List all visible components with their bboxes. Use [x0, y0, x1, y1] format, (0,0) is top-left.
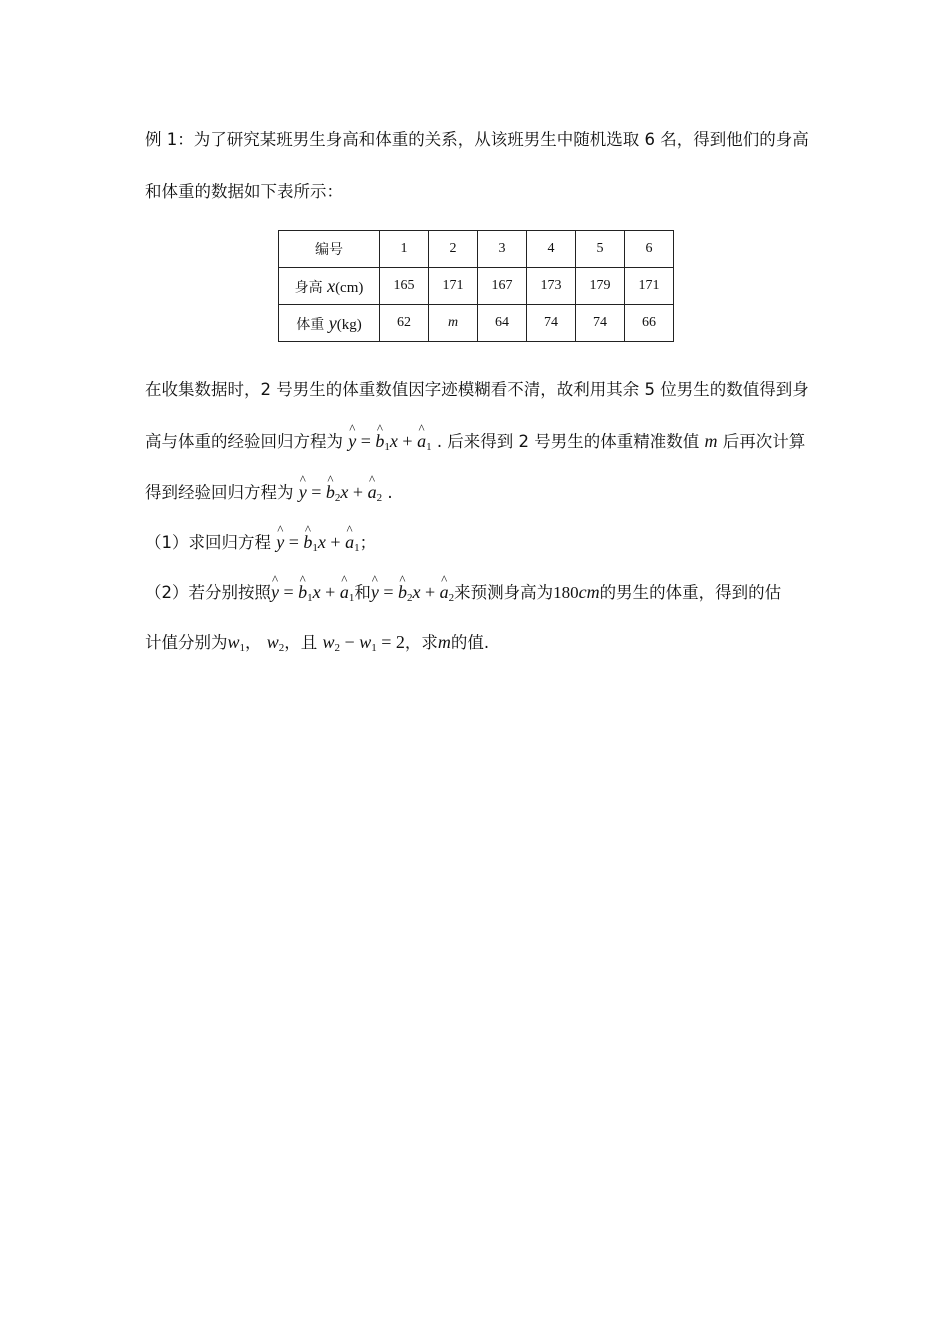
question-2-line-1 [145, 580, 781, 610]
table-cell: 3 [478, 231, 527, 268]
equation-w: $w_2 - w_1 = 2$ [322, 632, 405, 654]
var-m: m [437, 632, 451, 652]
weight-var: y [328, 312, 337, 333]
table-cell: 74 [527, 305, 576, 342]
height-unit: cm [578, 582, 600, 602]
table-cell: m [429, 305, 478, 342]
table-cell: 1 [380, 231, 429, 268]
text-span: 后再次计算 [722, 432, 806, 451]
table-cell: 171 [625, 268, 674, 305]
table-cell: 74 [576, 305, 625, 342]
height-value: 180 [553, 583, 579, 602]
text-span: 的值. [450, 633, 490, 652]
table-row [279, 231, 674, 268]
text-span: 计值分别为 [145, 633, 228, 652]
table-cell: 6 [625, 231, 674, 268]
equation-2: ^ y = ^ $b_2x$ + ^ $a_2$ [299, 482, 382, 502]
weight-label-cell [279, 305, 380, 342]
weight-unit: (kg) [336, 316, 362, 333]
table-cell: 2 [429, 231, 478, 268]
paragraph-line-2 [145, 429, 805, 459]
height-label: 身高 [294, 279, 323, 296]
equation-1: ^ y = ^ $b_1x$ + ^ $a_1$ [348, 431, 431, 451]
table-cell: 5 [576, 231, 625, 268]
height-label-cell [279, 268, 380, 305]
var-m: m [704, 431, 718, 451]
table-cell: 165 [380, 268, 429, 305]
text-span: . [387, 483, 393, 502]
text-span: （1）求回归方程 [145, 533, 271, 552]
weight-label: 体重 [296, 316, 325, 333]
table-row [279, 305, 674, 342]
text-span: （2）若分别按照 [145, 583, 271, 602]
paragraph-line-1: 在收集数据时，2 号男生的体重数值因字迹模糊看不清，故利用其余 5 位男生的数值得到身 [145, 380, 809, 399]
table-cell: 66 [625, 305, 674, 342]
header-label: 编号 [279, 231, 380, 268]
table-cell: 179 [576, 268, 625, 305]
equation-1: ^ y = ^ $b_1x$ + ^ $a_1$ [276, 532, 359, 552]
text-span: 得到经验回归方程为 [145, 483, 294, 502]
text-span: 的男生的体重，得到的估 [599, 583, 782, 602]
height-unit: (cm) [335, 279, 364, 296]
var-w2: $w_2$ [266, 632, 285, 654]
question-2-line-2 [145, 630, 489, 660]
text-span: 来预测身高为 [454, 583, 554, 602]
table-row [279, 268, 674, 305]
text-span: ， [245, 633, 262, 652]
equation-1: ^ y = ^ $b_1x$ + ^ $a_1$ [271, 582, 354, 602]
table-cell: 167 [478, 268, 527, 305]
intro-line-2: 和体重的数据如下表所示： [145, 182, 343, 201]
question-1 [145, 530, 376, 560]
text-span: 和 [354, 583, 371, 602]
intro-line-1: 例 1：为了研究某班男生身高和体重的关系，从该班男生中随机选取 6 名，得到他们的身高 [145, 130, 809, 149]
height-var: x [327, 275, 336, 296]
text-span: ； [359, 533, 377, 552]
text-span: ，求 [404, 633, 438, 652]
text-span: 高与体重的经验回归方程为 [145, 432, 343, 451]
paragraph-line-3 [145, 480, 393, 510]
table-cell: 62 [380, 305, 429, 342]
table-cell: 64 [478, 305, 527, 342]
var-w1: $w_1$ [227, 632, 246, 654]
text-span: ，且 [284, 633, 318, 652]
data-table [278, 230, 674, 342]
text-span: . 后来得到 2 号男生的体重精准数值 [436, 432, 700, 451]
table-cell: 4 [527, 231, 576, 268]
equation-2: ^ y = ^ $b_2x$ + ^ $a_2$ [371, 582, 454, 602]
table-cell: 171 [429, 268, 478, 305]
table-cell: 173 [527, 268, 576, 305]
